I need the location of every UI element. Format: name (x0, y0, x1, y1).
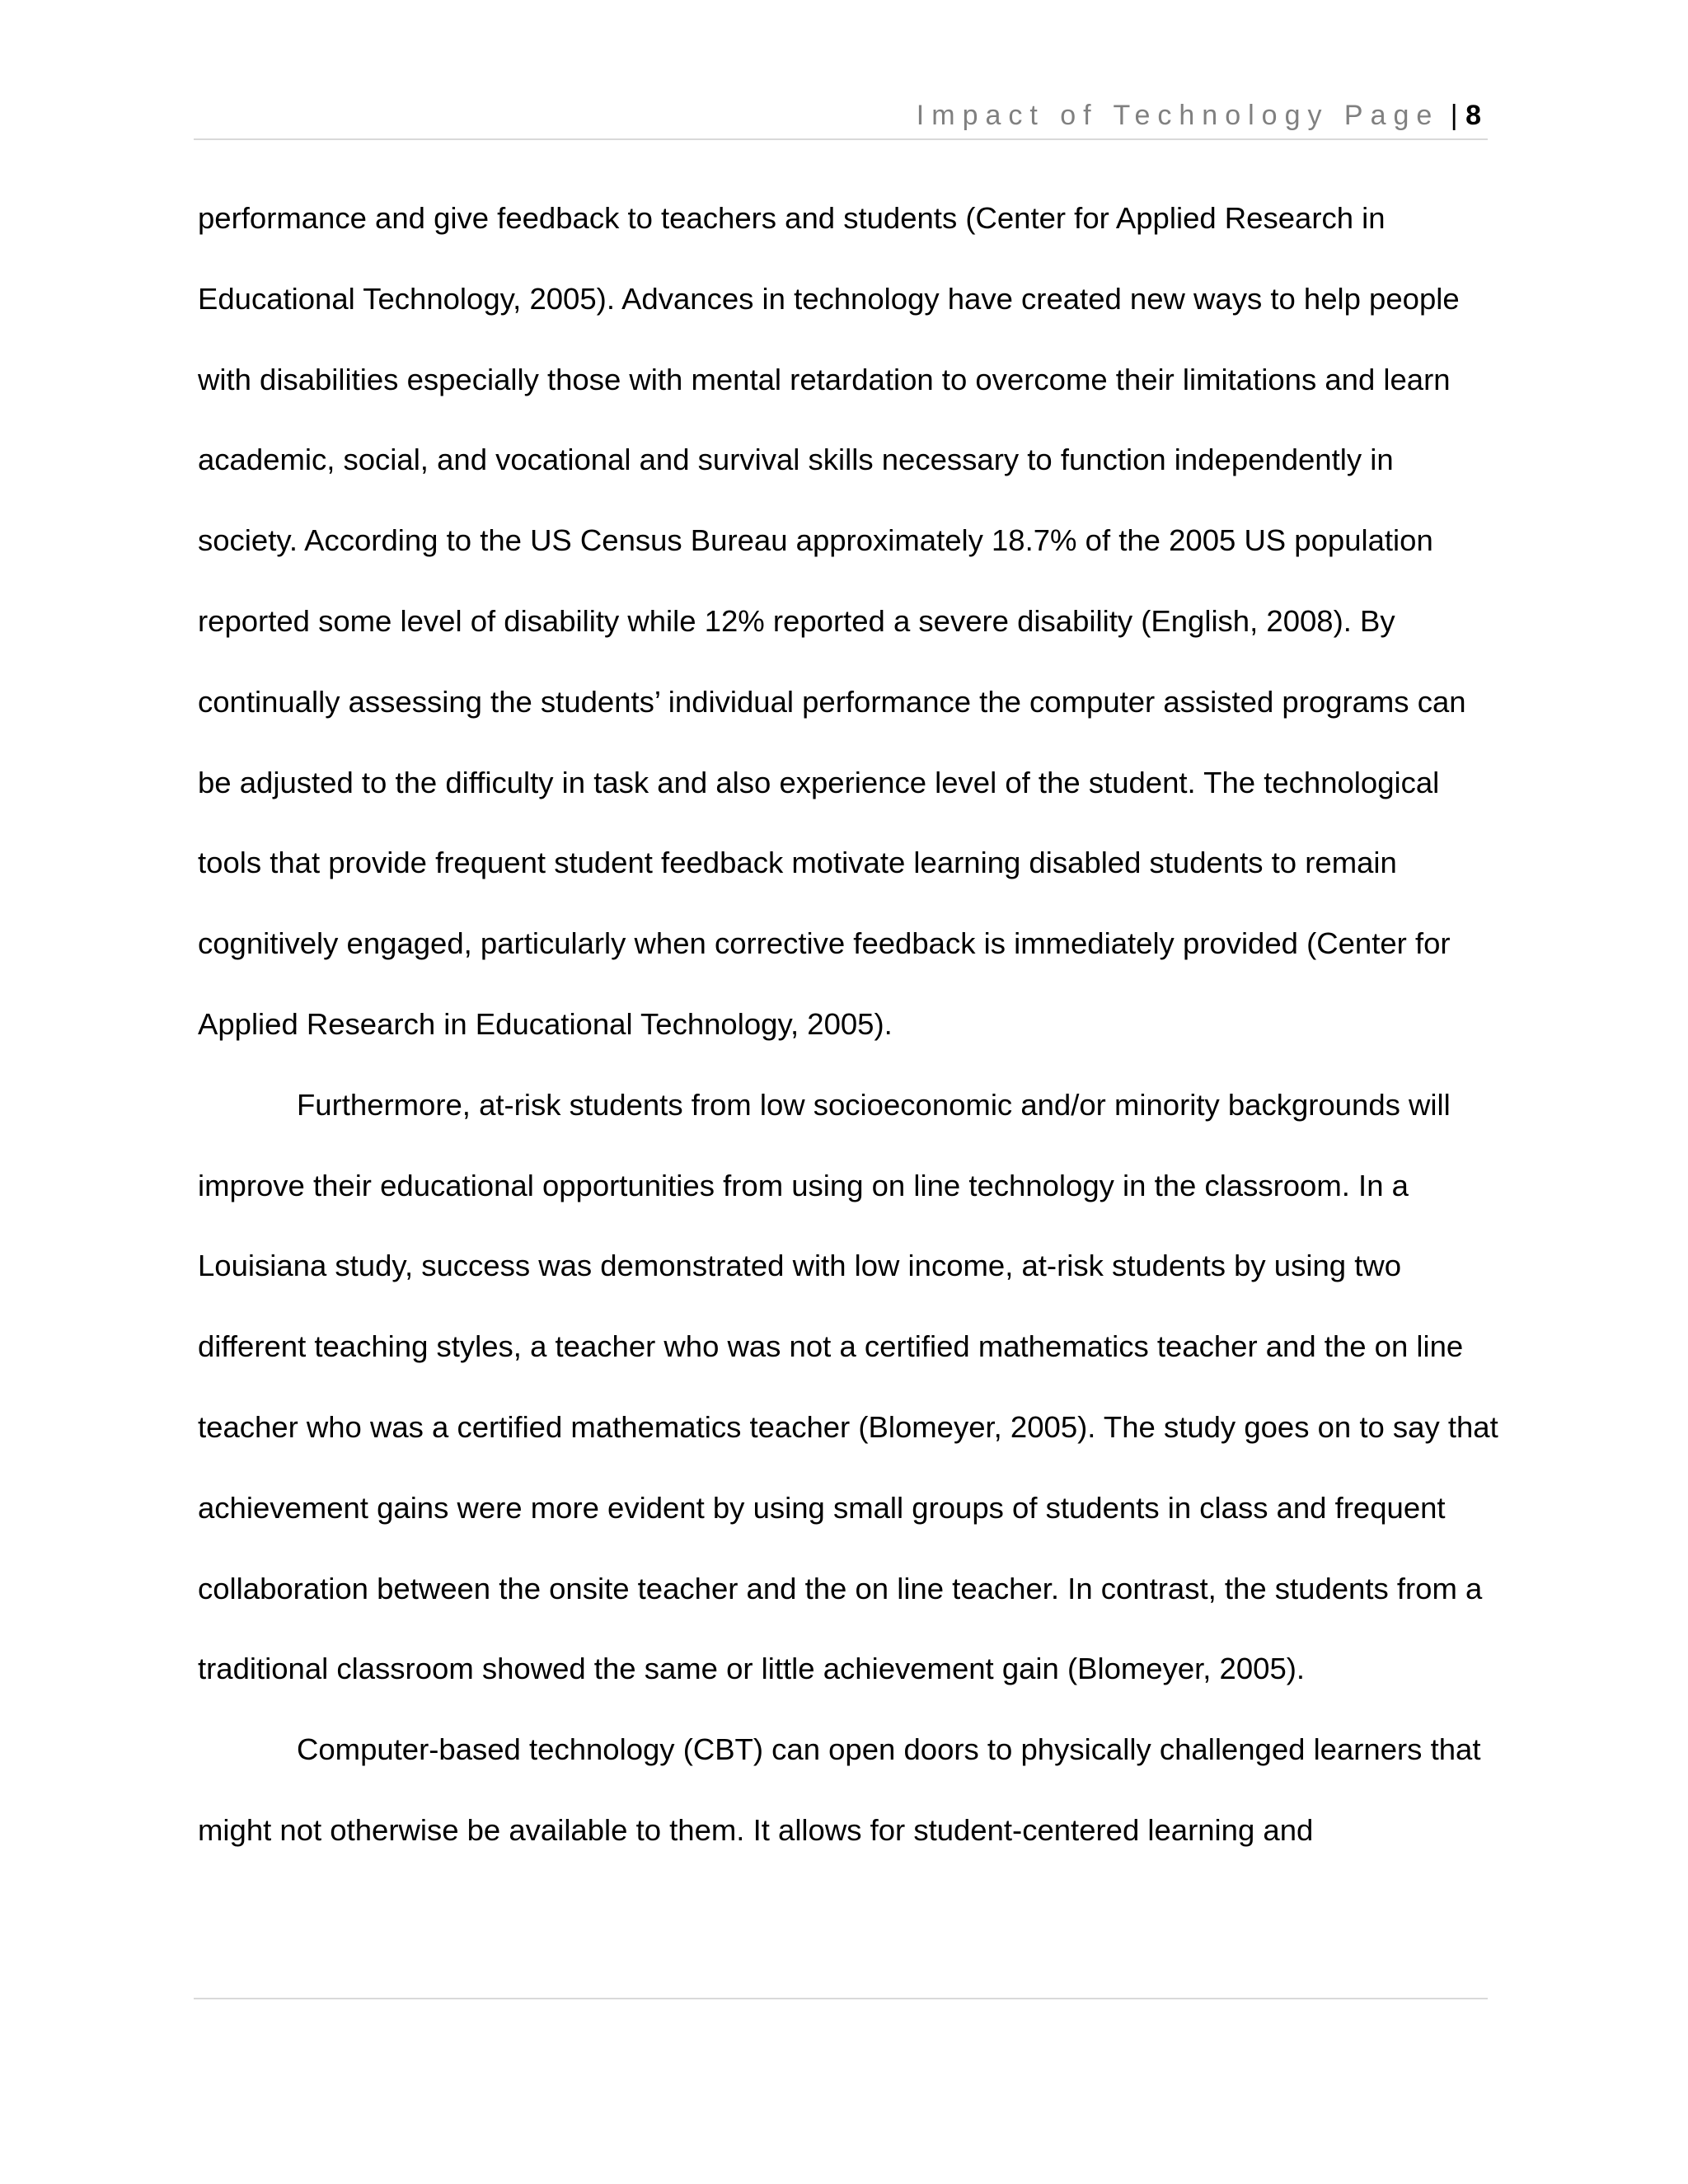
body-text (198, 178, 1500, 1871)
page-header (194, 97, 1488, 140)
header-text (917, 99, 1481, 132)
page-number: 8 (1465, 100, 1481, 131)
running-title: Impact of Technology Page (916, 100, 1440, 131)
paragraph-computer-based-technology: Computer-based technology (CBT) can open doors to physically challenged learners that might not otherwise be available to them. It allows for student-centered learning and (198, 1732, 1481, 1847)
paragraph-continued: performance and give feedback to teachers and students (Center for Applied Research in Educational Technology, 2005). Advances in technology have created new ways to help people with disabilities especially those with mental retardation to overcome their limitations and learn academic, social, and vocational and survival skills necessary to function independently in society. According to the US Census Bureau approximately 18.7% of the 2005 US population reported some level of disability while 12% reported a severe disability (English, 2008). By continually assessing the students’ individual performance the computer assisted programs can be adjusted to the difficulty in task and also experience level of the student. The technological tools that provide frequent student feedback motivate learning disabled students to remain cognitively engaged, particularly when corrective feedback is immediately provided (Center for Applied Research in Educational Technology, 2005). (198, 201, 1466, 1041)
paragraph-at-risk-students: Furthermore, at-risk students from low socioeconomic and/or minority backgrounds will improve their educational opportunities from using on line technology in the classroom. In a Louisiana study, success was demonstrated with low income, at-risk students by using two different teaching styles, a teacher who was not a certified mathematics teacher and the on line teacher who was a certified mathematics teacher (Blomeyer, 2005). The study goes on to say that achievement gains were more evident by using small groups of students in class and frequent collaboration between the onsite teacher and the on line teacher. In contrast, the students from a traditional classroom showed the same or little achievement gain (Blomeyer, 2005). (198, 1087, 1498, 1686)
header-separator: | (1450, 100, 1458, 131)
footer-rule (194, 1998, 1488, 1999)
